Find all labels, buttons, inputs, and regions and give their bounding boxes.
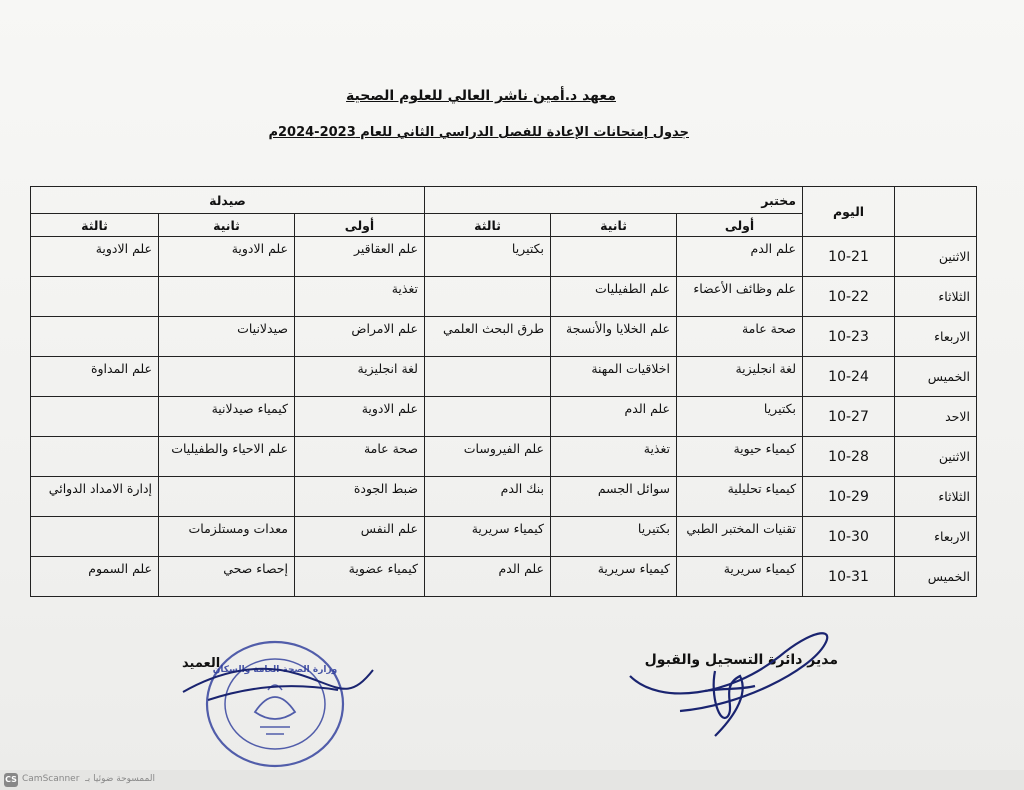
- pharm-subject-cell: كيمياء صيدلانية: [159, 397, 295, 437]
- schedule-row: [31, 277, 977, 317]
- day-cell: الاثنين: [895, 437, 977, 477]
- lab-subject-cell: بنك الدم: [425, 477, 551, 517]
- day-cell: الاربعاء: [895, 517, 977, 557]
- date-cell: 10-28: [803, 437, 895, 477]
- date-cell: 10-31: [803, 557, 895, 597]
- pharm-subject-cell: علم العقاقير: [295, 237, 425, 277]
- lab-subject-cell: علم الدم: [551, 397, 677, 437]
- pharmacy-group-header: صيدلة: [31, 187, 425, 214]
- lab-level-header: أولى: [677, 214, 803, 237]
- pharm-subject-cell: [31, 397, 159, 437]
- lab-subject-cell: [551, 237, 677, 277]
- lab-subject-cell: علم الخلايا والأنسجة: [551, 317, 677, 357]
- registrar-label: مدير دائرة التسجيل والقبول: [644, 652, 838, 668]
- date-cell: 10-22: [803, 277, 895, 317]
- lab-group-header: مختبر: [425, 187, 803, 214]
- pharm-level-header: أولى: [295, 214, 425, 237]
- lab-subject-cell: [425, 277, 551, 317]
- pharm-subject-cell: [31, 437, 159, 477]
- schedule-row: [31, 557, 977, 597]
- pharm-level-header: ثانية: [159, 214, 295, 237]
- lab-subject-cell: علم الدم: [425, 557, 551, 597]
- lab-subject-cell: اخلاقيات المهنة: [551, 357, 677, 397]
- schedule-row: [31, 437, 977, 477]
- lab-subject-cell: سوائل الجسم: [551, 477, 677, 517]
- pharm-subject-cell: علم النفس: [295, 517, 425, 557]
- pharm-subject-cell: علم الادوية: [159, 237, 295, 277]
- dean-label: العميد: [182, 656, 221, 671]
- pharm-subject-cell: [31, 517, 159, 557]
- institute-title: معهد د.أمين ناشر العالي للعلوم الصحية: [346, 88, 616, 104]
- lab-subject-cell: بكتيريا: [425, 237, 551, 277]
- day-cell: الخميس: [895, 557, 977, 597]
- lab-subject-cell: صحة عامة: [677, 317, 803, 357]
- pharm-subject-cell: لغة انجليزية: [295, 357, 425, 397]
- day-column-header: [895, 187, 977, 237]
- schedule-row: [31, 477, 977, 517]
- pharm-subject-cell: كيمياء عضوية: [295, 557, 425, 597]
- day-cell: الاثنين: [895, 237, 977, 277]
- day-cell: الاحد: [895, 397, 977, 437]
- stamp-text: وزارة الصحة العامة والسكان: [212, 665, 338, 675]
- pharm-subject-cell: [159, 277, 295, 317]
- lab-subject-cell: [425, 397, 551, 437]
- lab-subject-cell: [425, 357, 551, 397]
- pharm-subject-cell: صحة عامة: [295, 437, 425, 477]
- pharm-subject-cell: علم الاحياء والطفيليات: [159, 437, 295, 477]
- date-cell: 10-30: [803, 517, 895, 557]
- lab-subject-cell: كيمياء سريرية: [425, 517, 551, 557]
- pharm-subject-cell: [31, 277, 159, 317]
- date-cell: 10-29: [803, 477, 895, 517]
- pharm-subject-cell: إدارة الامداد الدوائي: [31, 477, 159, 517]
- lab-subject-cell: كيمياء سريرية: [677, 557, 803, 597]
- lab-subject-cell: بكتيريا: [551, 517, 677, 557]
- date-cell: 10-27: [803, 397, 895, 437]
- schedule-row: [31, 237, 977, 277]
- lab-subject-cell: علم الطفيليات: [551, 277, 677, 317]
- pharm-subject-cell: علم السموم: [31, 557, 159, 597]
- date-cell: 10-23: [803, 317, 895, 357]
- lab-subject-cell: طرق البحث العلمي: [425, 317, 551, 357]
- camscanner-logo: CS: [4, 773, 18, 787]
- pharm-subject-cell: ضبط الجودة: [295, 477, 425, 517]
- date-column-header: اليوم: [803, 187, 895, 237]
- schedule-subtitle: جدول إمتحانات الإعادة للفصل الدراسي الثاني للعام 2023-2024م: [268, 125, 689, 140]
- date-cell: 10-21: [803, 237, 895, 277]
- schedule-row: [31, 517, 977, 557]
- lab-subject-cell: كيمياء حيوية: [677, 437, 803, 477]
- date-cell: 10-24: [803, 357, 895, 397]
- pharm-subject-cell: علم المداوة: [31, 357, 159, 397]
- pharm-subject-cell: علم الادوية: [295, 397, 425, 437]
- schedule-row: [31, 317, 977, 357]
- lab-subject-cell: تغذية: [551, 437, 677, 477]
- pharm-level-header: ثالثة: [31, 214, 159, 237]
- exam-schedule-table: [30, 186, 977, 597]
- day-cell: الاربعاء: [895, 317, 977, 357]
- day-cell: الثلاثاء: [895, 277, 977, 317]
- pharm-subject-cell: تغذية: [295, 277, 425, 317]
- lab-subject-cell: علم الدم: [677, 237, 803, 277]
- dean-signature: [178, 652, 378, 712]
- pharm-subject-cell: علم الامراض: [295, 317, 425, 357]
- pharm-subject-cell: [31, 317, 159, 357]
- lab-subject-cell: كيمياء سريرية: [551, 557, 677, 597]
- scanned-by-text: الممسوحة ضوئيا بـ: [85, 774, 155, 784]
- lab-level-header: ثالثة: [425, 214, 551, 237]
- pharm-subject-cell: [159, 477, 295, 517]
- lab-subject-cell: علم الفيروسات: [425, 437, 551, 477]
- schedule-row: [31, 357, 977, 397]
- day-cell: الخميس: [895, 357, 977, 397]
- pharm-subject-cell: معدات ومستلزمات: [159, 517, 295, 557]
- pharm-subject-cell: صيدلانيات: [159, 317, 295, 357]
- lab-subject-cell: تقنيات المختبر الطبي: [677, 517, 803, 557]
- scanner-footer: [0, 770, 1024, 790]
- pharm-subject-cell: إحصاء صحي: [159, 557, 295, 597]
- lab-subject-cell: بكتيريا: [677, 397, 803, 437]
- day-cell: الثلاثاء: [895, 477, 977, 517]
- lab-level-header: ثانية: [551, 214, 677, 237]
- lab-subject-cell: لغة انجليزية: [677, 357, 803, 397]
- registrar-signature: [620, 616, 840, 746]
- pharm-subject-cell: [159, 357, 295, 397]
- lab-subject-cell: كيمياء تحليلية: [677, 477, 803, 517]
- schedule-row: [31, 397, 977, 437]
- lab-subject-cell: علم وظائف الأعضاء: [677, 277, 803, 317]
- pharm-subject-cell: علم الادوية: [31, 237, 159, 277]
- camscanner-watermark: CamScanner الممسوحة ضوئيا بـ: [22, 774, 155, 784]
